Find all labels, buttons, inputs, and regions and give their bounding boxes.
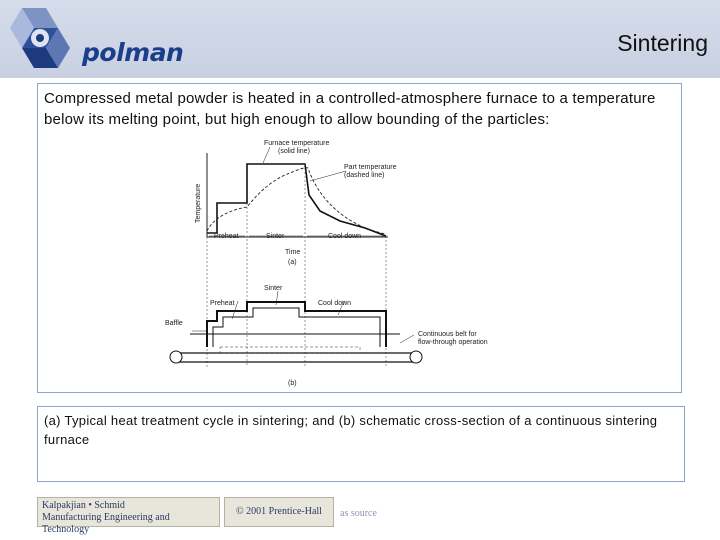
- source-note: as source: [340, 508, 377, 519]
- slide-title: Sintering: [617, 30, 708, 56]
- sintering-figure: [160, 135, 500, 390]
- preheat-label-a: Preheat: [214, 233, 239, 240]
- cooldown-label-b: Cool down: [318, 300, 352, 307]
- copyright-credit: © 2001 Prentice-Hall: [224, 497, 334, 527]
- logo-text: polman: [82, 38, 184, 67]
- polman-logo: [6, 6, 184, 70]
- book-credit-line1: Kalpakjian • Schmid: [42, 500, 125, 511]
- book-credit-line2: Manufacturing Engineering and Technology: [42, 512, 170, 535]
- intro-paragraph: Compressed metal powder is heated in a controlled-atmosphere furnace to a temperature below its melting point, but high enough to allow bounding of the particles:: [44, 90, 656, 128]
- part-temp-label: Part temperature: [344, 164, 397, 171]
- preheat-label-b: Preheat: [210, 300, 235, 307]
- part-temp-sub: (dashed line): [344, 172, 385, 179]
- furnace-cross-section: [165, 285, 488, 387]
- belt-label-1: Continuous belt for: [418, 331, 477, 338]
- figure-label-a: (a): [288, 259, 297, 266]
- furnace-temp-sub: (solid line): [278, 148, 310, 155]
- figure-label-b: (b): [288, 380, 297, 387]
- figure-caption: (a) Typical heat treatment cycle in sintering; and (b) schematic cross-section of a continuous sintering furnace: [44, 413, 658, 447]
- sinter-label-a: Sinter: [266, 233, 285, 240]
- y-axis-label: Temperature: [195, 183, 202, 223]
- sinter-label-b: Sinter: [264, 285, 283, 292]
- cooldown-label-a: Cool down: [328, 233, 362, 240]
- furnace-temp-label: Furnace temperature: [264, 140, 330, 147]
- x-axis-label: Time: [285, 249, 301, 256]
- book-credit: [37, 497, 220, 535]
- baffle-label: Baffle: [165, 320, 183, 327]
- heat-cycle-graph: [195, 140, 397, 367]
- polman-logo-icon: [6, 6, 78, 70]
- belt-label-2: flow-through operation: [418, 339, 488, 346]
- header-banner: [0, 0, 720, 78]
